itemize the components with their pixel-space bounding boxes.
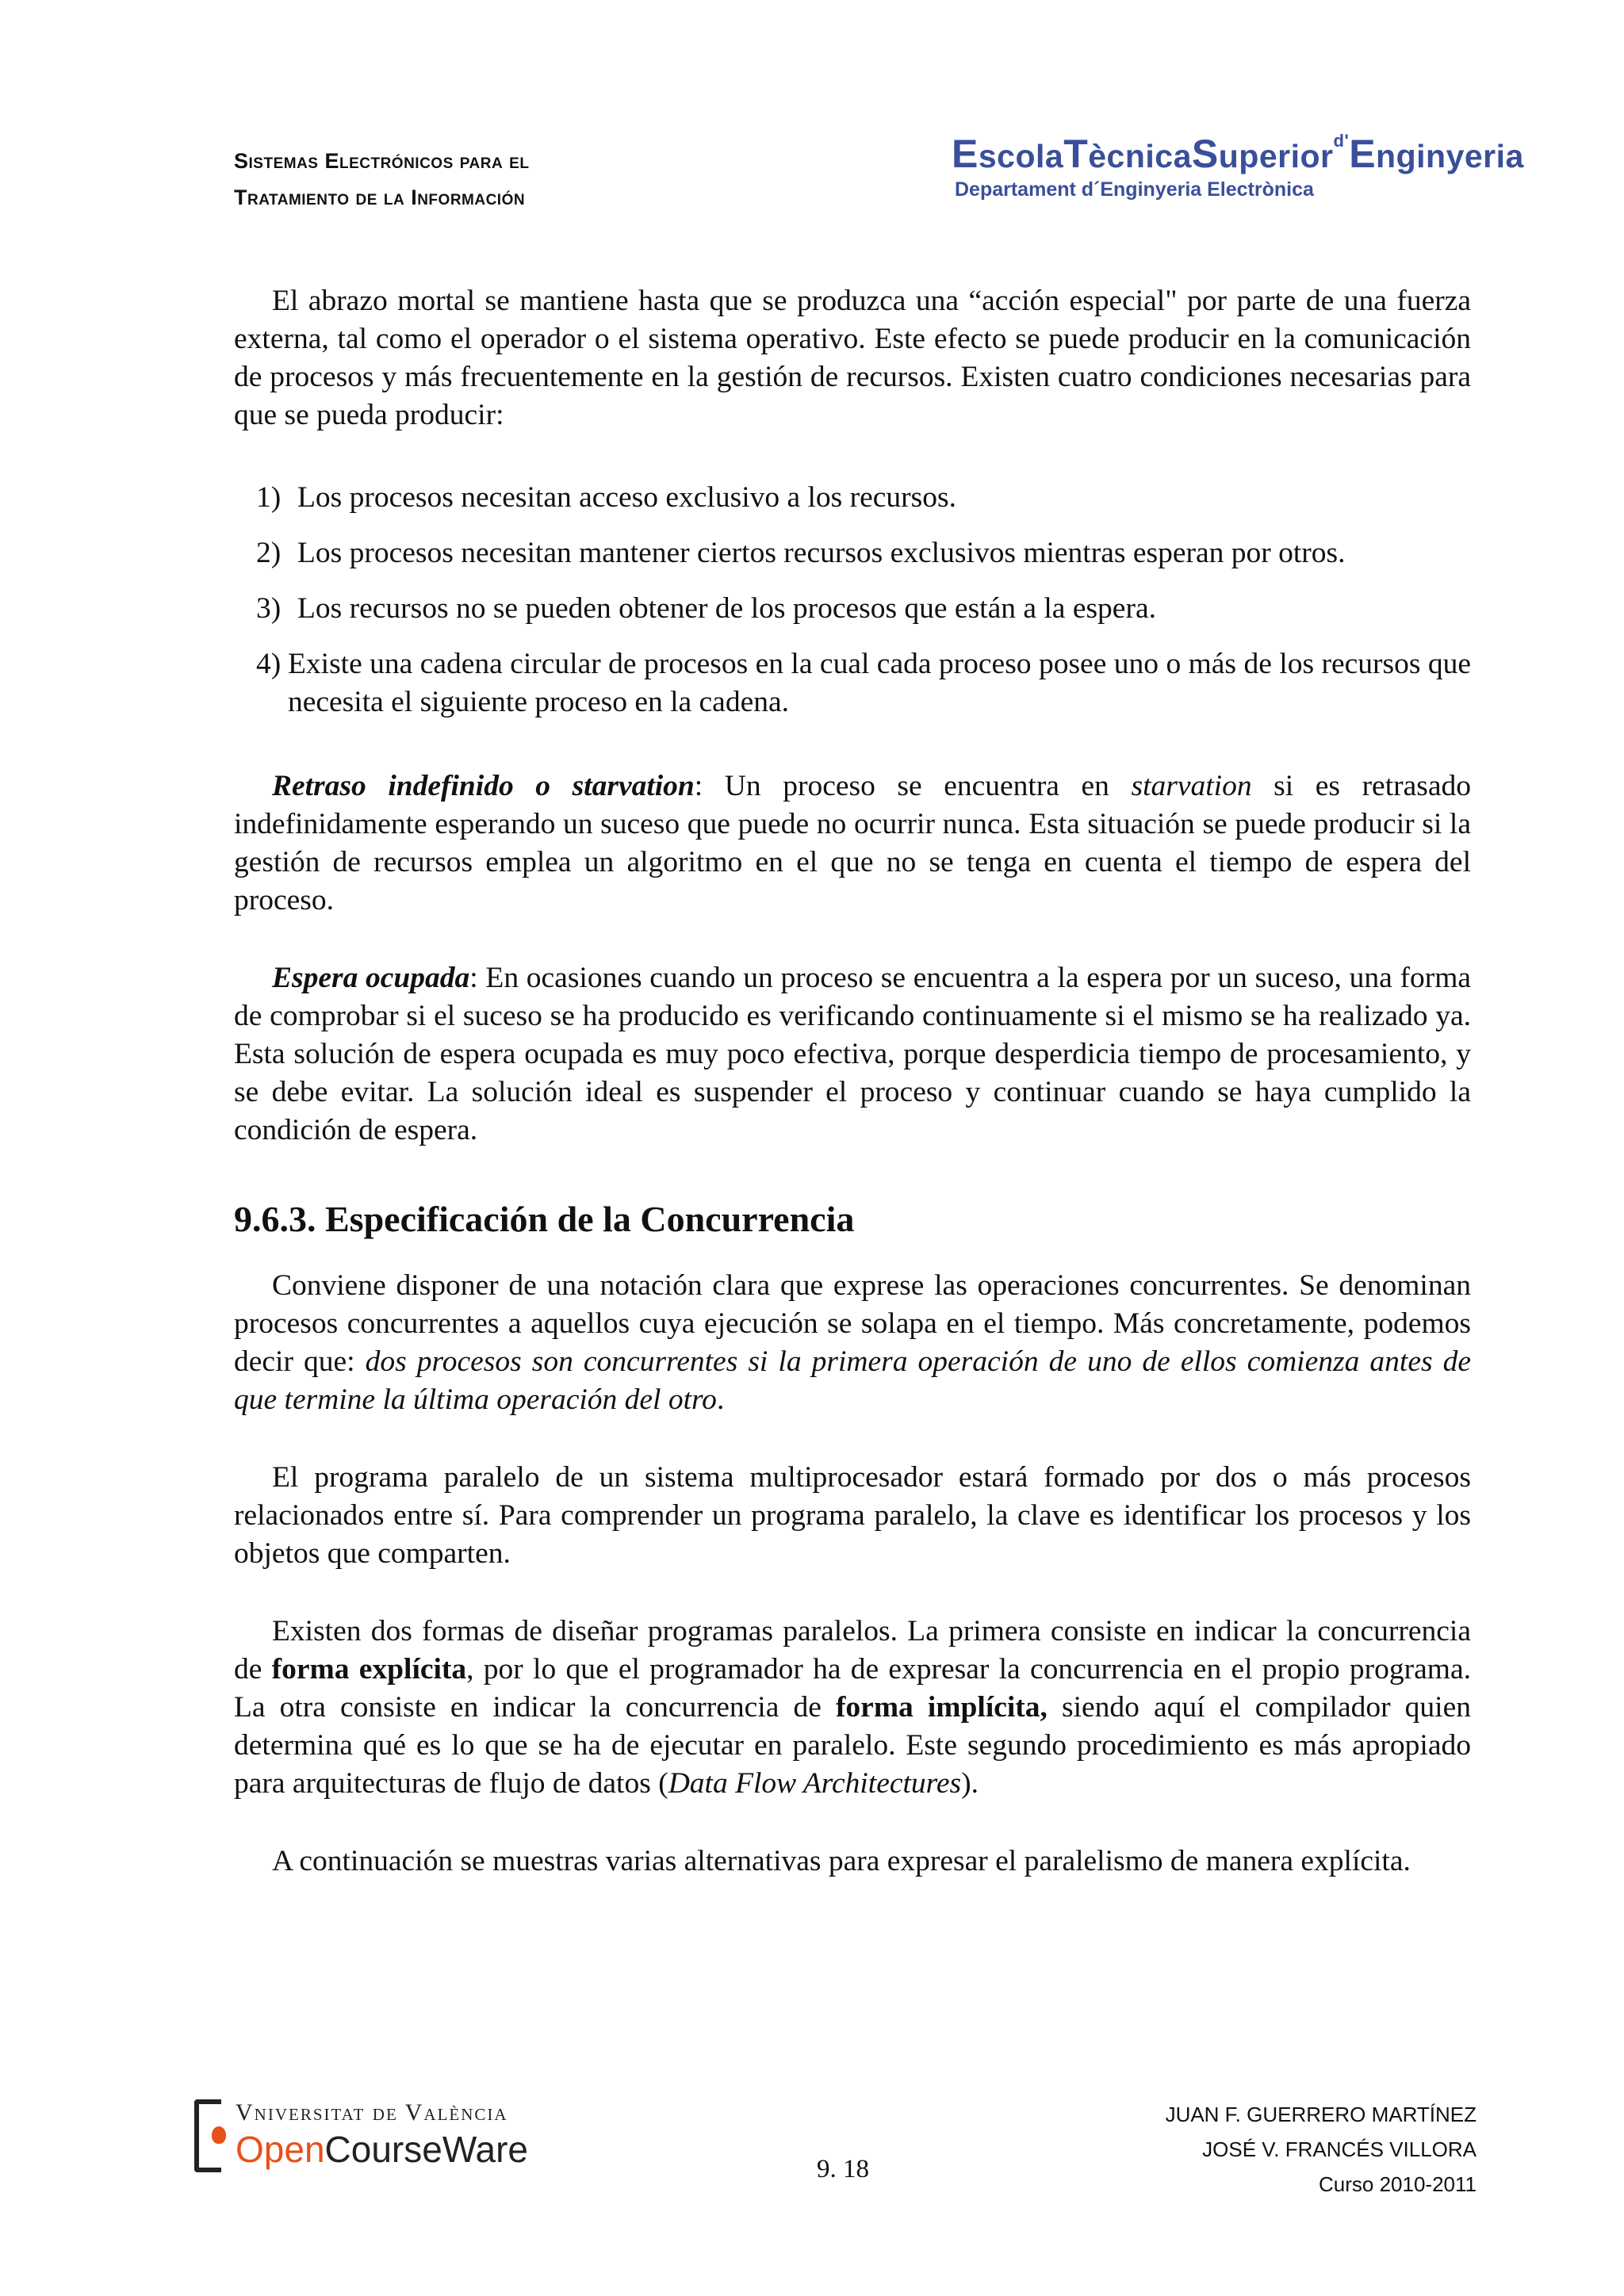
university-name: Vniversitat de València xyxy=(236,2099,508,2126)
course-title-line1: Sistemas Electrónicos para el xyxy=(234,149,530,173)
course-year: Curso 2010-2011 xyxy=(1319,2172,1477,2196)
logo-flame-icon xyxy=(212,2126,226,2144)
document-body xyxy=(234,282,1471,1881)
concurrency-paragraph-1: Conviene disponer de una notación clara que exprese las operaciones concurrentes. Se denominan procesos concurrentes a aquellos cuya ejecución se solapa en el tiempo. Más concretamente, podemos decir que: dos procesos son concurrentes si la primera operación de uno de ellos comienza antes de que termine la última operación del otro. xyxy=(234,1269,1471,1416)
section-heading: 9.6.3. Especificación de la Concurrencia xyxy=(234,1199,855,1239)
busy-wait-paragraph: Espera ocupada: En ocasiones cuando un proceso se encuentra a la espera por un suceso, una forma de comprobar si el suceso se ha producido es verificando continuamente si el mismo se ha realizado ya. Esta solución de espera ocupada es muy poco efectiva, porque desperdicia tiempo de procesamiento, y se debe evitar. La solución ideal es suspender el proceso y continuar cuando se haya cumplido la condición de espera. xyxy=(234,962,1472,1146)
list-item: 4) Existe una cadena circular de procesos en la cual cada proceso posee uno o más de los recursos que necesita el siguiente proceso en la cadena. xyxy=(256,648,1471,718)
concurrency-paragraph-4: A continuación se muestras varias alternativas para expresar el paralelismo de manera explícita. xyxy=(272,1845,1411,1877)
starvation-term: Retraso indefinido o starvation xyxy=(272,770,695,802)
author-2: JOSÉ V. FRANCÉS VILLORA xyxy=(1202,2137,1477,2161)
starvation-paragraph: Retraso indefinido o starvation: Un proceso se encuentra en starvation si es retrasado indefinidamente esperando un suceso que puede no ocurrir nunca. Esta situación se puede producir si la gestión de recursos emplea un algoritmo en el que no se tenga en cuenta el tiempo de espera del proceso. xyxy=(234,770,1471,916)
concurrency-paragraph-3: Existen dos formas de diseñar programas paralelos. La primera consiste en indicar la concurrencia de forma explícita, por lo que el programador ha de expresar la concurrencia en el propio programa. La otra consiste en indicar la concurrencia de forma implícita, siendo aquí el compilador quien determina qué es lo que se ha de ejecutar en paralelo. Este segundo procedimiento es más apropiado para arquitecturas de flujo de datos (Data Flow Architectures). xyxy=(234,1615,1471,1800)
list-item: 3) Los recursos no se pueden obtener de los procesos que están a la espera. xyxy=(256,592,1156,625)
page-number: 9. 18 xyxy=(817,2155,869,2183)
opencourseware-wordmark: OpenCourseWare xyxy=(236,2129,529,2170)
intro-paragraph: El abrazo mortal se mantiene hasta que se produzca una “acción especial" por parte de una fuerza externa, tal como el operador o el sistema operativo. Este efecto se puede producir en la comunicación de procesos y más frecuentemente en la gestión de recursos. Existen cuatro condiciones necesarias para que se pueda producir: xyxy=(234,285,1471,431)
authors-block xyxy=(1166,2097,1477,2202)
school-department: Departament d´Enginyeria Electrònica xyxy=(955,178,1314,201)
school-name: EscolaTècnicaSuperior$^{d'}$Enginyeria xyxy=(952,131,1524,176)
busy-wait-term: Espera ocupada xyxy=(272,962,470,994)
course-title-line2: Tratamiento de la Información xyxy=(234,186,526,209)
list-item: 1) Los procesos necesitan acceso exclusivo a los recursos. xyxy=(256,481,956,514)
list-item: 2) Los procesos necesitan mantener ciertos recursos exclusivos mientras esperan por otros. xyxy=(256,537,1346,569)
author-1: JUAN F. GUERRERO MARTÍNEZ xyxy=(1165,2103,1477,2126)
university-logo xyxy=(194,2093,551,2180)
school-logo xyxy=(952,131,1524,201)
concurrency-paragraph-2: El programa paralelo de un sistema multiprocesador estará formado por dos o más procesos relacionados entre sí. Para comprender un programa paralelo, la clave es identificar los procesos y los objetos que comparten. xyxy=(234,1461,1471,1570)
conditions-list xyxy=(234,479,1471,721)
course-title xyxy=(234,143,529,216)
